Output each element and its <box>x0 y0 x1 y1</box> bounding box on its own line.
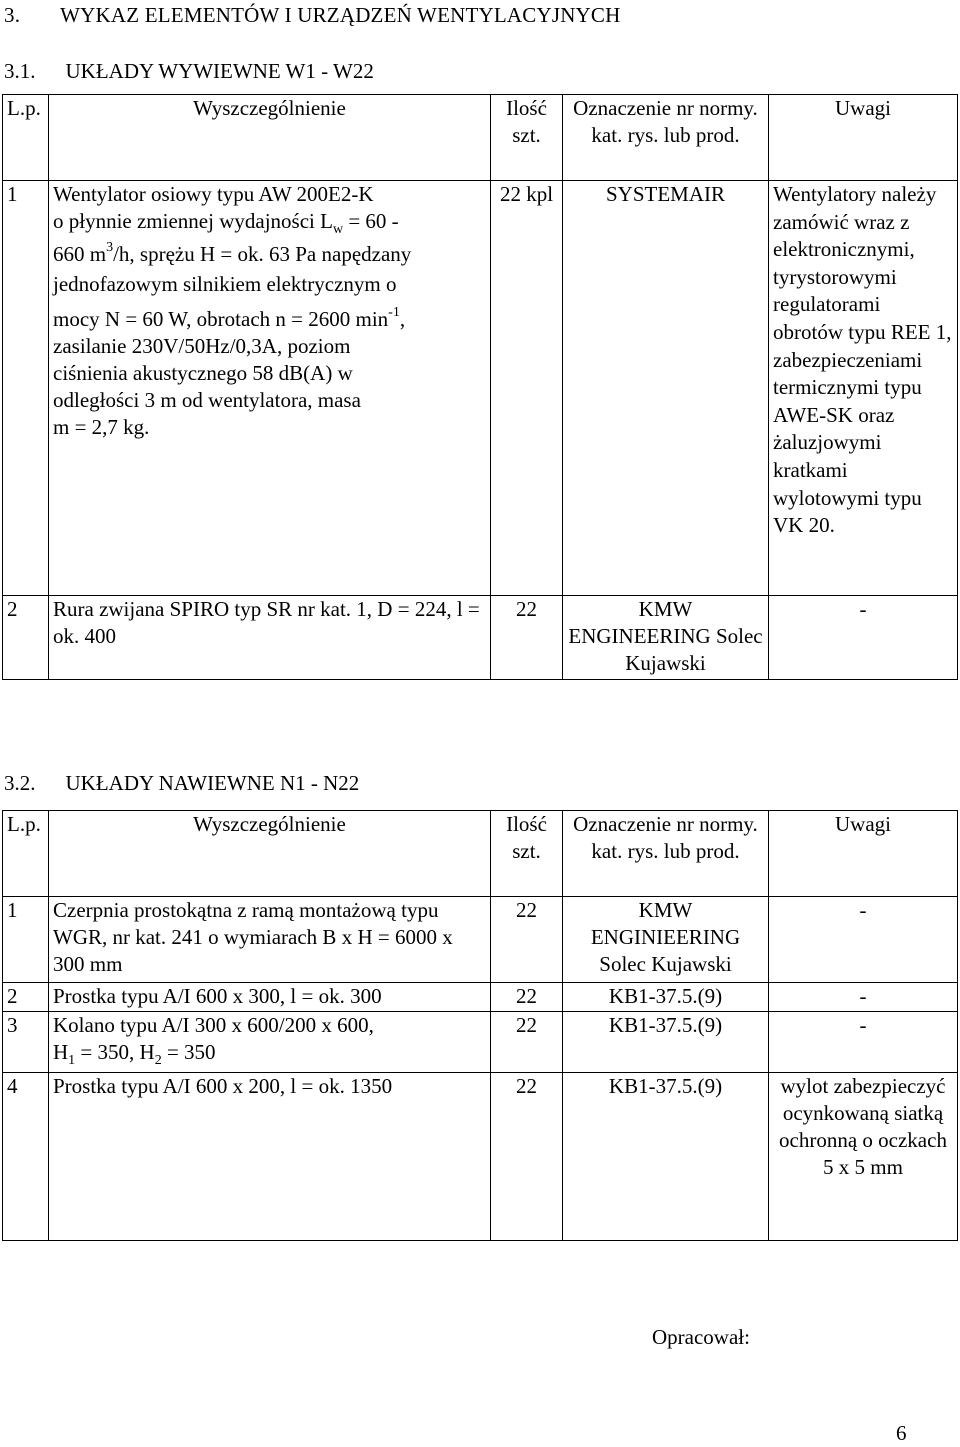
table-row <box>3 983 958 1012</box>
row-notes: - <box>769 983 958 1012</box>
row-description: Prostka typu A/I 600 x 200, l = ok. 1350 <box>49 1073 491 1241</box>
header-description: Wyszczególnienie <box>49 811 491 897</box>
row-lp: 1 <box>3 897 49 983</box>
table-row <box>3 596 958 680</box>
desc-line: zasilanie 230V/50Hz/0,3A, poziom <box>53 334 351 358</box>
desc-line: odległości 3 m od wentylatora, masa <box>53 388 361 412</box>
row-description: Rura zwijana SPIRO typ SR nr kat. 1, D = 224, l = ok. 400 <box>49 596 491 680</box>
table-row <box>3 1012 958 1073</box>
desc-text: /h, sprężu H = ok. 63 Pa napędzany <box>113 242 412 266</box>
row-lp: 2 <box>3 983 49 1012</box>
table-row <box>3 897 958 983</box>
desc-text: 660 m <box>53 242 107 266</box>
row-description <box>49 181 491 596</box>
row-designation: KB1-37.5.(9) <box>563 983 769 1012</box>
desc-text: = 60 - <box>343 209 399 233</box>
table-row <box>3 1073 958 1241</box>
row-notes: wylot zabezpieczyć ocynkowaną siatką ochronną o oczkach 5 x 5 mm <box>769 1073 958 1241</box>
row-quantity: 22 <box>491 1012 563 1073</box>
table-header-row <box>3 95 958 181</box>
header-notes: Uwagi <box>769 811 958 897</box>
table-header-row <box>3 811 958 897</box>
row-quantity: 22 kpl <box>491 181 563 596</box>
header-designation: Oznaczenie nr normy. kat. rys. lub prod. <box>563 95 769 181</box>
section1-heading <box>4 58 374 85</box>
superscript: -1 <box>388 305 400 320</box>
header-lp: L.p. <box>3 811 49 897</box>
desc-line: Kolano typu A/I 300 x 600/200 x 600, <box>53 1013 374 1037</box>
row-lp: 2 <box>3 596 49 680</box>
document-heading <box>4 2 621 29</box>
header-designation: Oznaczenie nr normy. kat. rys. lub prod. <box>563 811 769 897</box>
row-designation: SYSTEMAIR <box>563 181 769 596</box>
desc-text: mocy N = 60 W, obrotach n = 2600 min <box>53 307 389 331</box>
desc-text: o płynnie zmiennej wydajności L <box>53 209 333 233</box>
row-notes: - <box>769 596 958 680</box>
desc-line <box>53 208 486 235</box>
supply-systems-table <box>2 810 958 1241</box>
header-notes: Uwagi <box>769 95 958 181</box>
row-designation: KMW ENGINIEERING Solec Kujawski <box>563 897 769 983</box>
row-quantity: 22 <box>491 897 563 983</box>
exhaust-systems-table <box>2 94 958 680</box>
row-designation: KMW ENGINEERING Solec Kujawski <box>563 596 769 680</box>
desc-line: jednofazowym silnikiem elektrycznym o <box>53 272 397 296</box>
row-description <box>49 1012 491 1073</box>
desc-line <box>53 306 486 333</box>
subscript: w <box>332 222 344 237</box>
row-notes: - <box>769 897 958 983</box>
header-description: Wyszczególnienie <box>49 95 491 181</box>
desc-text: H <box>53 1040 69 1064</box>
desc-line: ciśnienia akustycznego 58 dB(A) w <box>53 361 353 385</box>
row-quantity: 22 <box>491 983 563 1012</box>
section2-heading <box>4 770 359 797</box>
desc-text: = 350 <box>161 1040 216 1064</box>
section1-number: 3.1. <box>4 59 36 83</box>
row-quantity: 22 <box>491 596 563 680</box>
row-designation: KB1-37.5.(9) <box>563 1012 769 1073</box>
header-quantity: Ilość szt. <box>491 95 563 181</box>
page-number: 6 <box>896 1421 907 1445</box>
desc-line: Wentylator osiowy typu AW 200E2-K <box>53 182 374 206</box>
desc-line <box>53 241 486 268</box>
desc-line: m = 2,7 kg. <box>53 415 150 439</box>
row-designation: KB1-37.5.(9) <box>563 1073 769 1241</box>
row-description: Prostka typu A/I 600 x 300, l = ok. 300 <box>49 983 491 1012</box>
desc-line <box>53 1039 486 1066</box>
heading-title: WYKAZ ELEMENTÓW I URZĄDZEŃ WENTYLACYJNYCH <box>60 3 621 27</box>
desc-text: = 350, H <box>75 1040 155 1064</box>
section1-title: UKŁADY WYWIEWNE W1 - W22 <box>65 59 374 83</box>
heading-number: 3. <box>4 3 21 27</box>
row-notes: Wentylatory należy zamówić wraz z elektronicznymi, tyrystorowymi regulatorami obrotów typu REE 1, zabezpieczeniami termicznymi typu AWE-SK oraz żaluzjowymi kratkami wylotowymi typu VK 20. <box>769 181 958 596</box>
table-row <box>3 181 958 596</box>
subscript: 1 <box>68 1053 76 1068</box>
row-lp: 4 <box>3 1073 49 1241</box>
header-lp: L.p. <box>3 95 49 181</box>
superscript: 3 <box>106 240 114 255</box>
row-description: Czerpnia prostokątna z ramą montażową typu WGR, nr kat. 241 o wymiarach B x H = 6000 x 300 mm <box>49 897 491 983</box>
row-lp: 3 <box>3 1012 49 1073</box>
row-lp: 1 <box>3 181 49 596</box>
subscript: 2 <box>154 1053 162 1068</box>
header-quantity: Ilość szt. <box>491 811 563 897</box>
section2-title: UKŁADY NAWIEWNE N1 - N22 <box>65 771 360 795</box>
row-quantity: 22 <box>491 1073 563 1241</box>
section2-number: 3.2. <box>4 771 36 795</box>
signature-label: Opracował: <box>652 1325 750 1349</box>
desc-text: , <box>399 307 406 331</box>
row-notes: - <box>769 1012 958 1073</box>
